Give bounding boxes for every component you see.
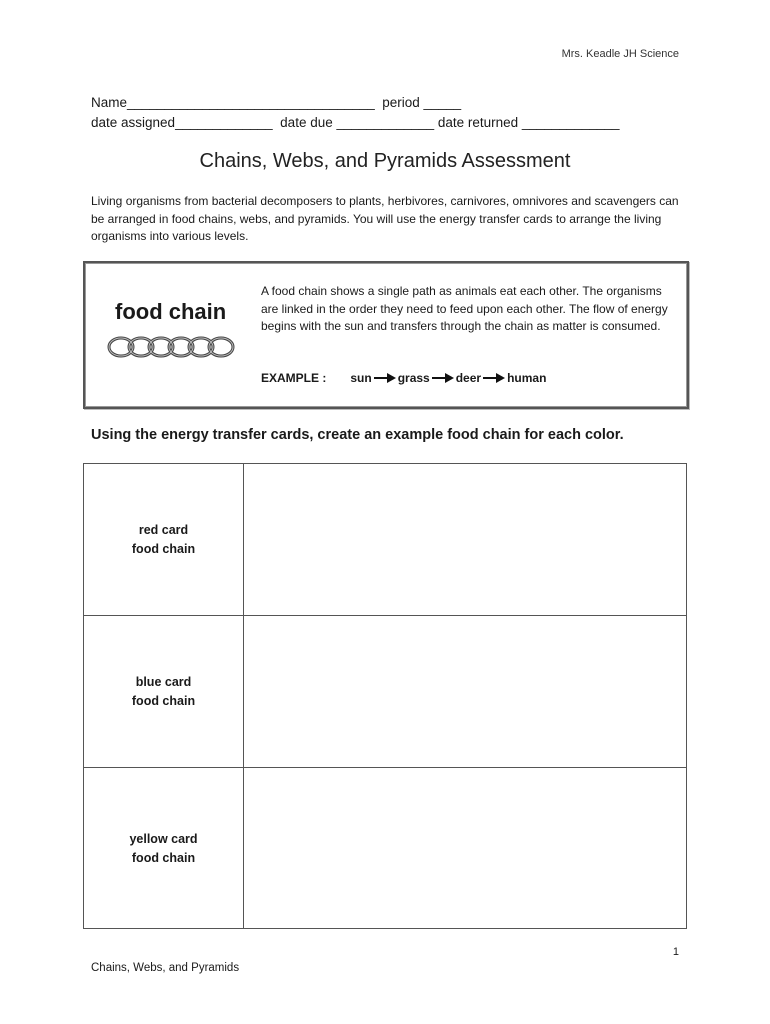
example-item-grass: grass (397, 371, 430, 385)
example-row (261, 371, 546, 385)
name-period-line: Name_________________________________ period _____ (91, 95, 462, 110)
food-chain-table (83, 463, 687, 929)
example-item-human: human (507, 371, 547, 385)
card-label-line2: food chain (131, 694, 196, 708)
definition-box (83, 261, 689, 409)
intro-paragraph: Living organisms from bacterial decomposers to plants, herbivores, carnivores, omnivores and scavengers can be arranged in food chains, webs, and pyramids. You will use the energy transfer cards to arrange the living organisms into various levels. (91, 194, 679, 243)
blue-card-label-cell (84, 616, 244, 768)
table-row (84, 464, 687, 616)
card-label-line2: food chain (131, 851, 196, 865)
red-card-label-cell (84, 464, 244, 616)
page-title: Chains, Webs, and Pyramids Assessment (199, 150, 571, 172)
arrow-right-icon (374, 373, 396, 383)
definition-term: food chain (115, 299, 227, 324)
definition-text: A food chain shows a single path as animals eat each other. The organisms are linked in the order they need to feed upon each other. The flow of energy begins with the sun and transfers through the chain as matter is consumed. (261, 284, 668, 333)
card-label-line1: yellow card (129, 832, 198, 846)
header-teacher: Mrs. Keadle JH Science (561, 48, 679, 60)
card-label-line2: food chain (131, 542, 196, 556)
red-card-answer-cell[interactable] (244, 464, 687, 616)
card-label-line1: red card (138, 523, 189, 537)
page-number: 1 (672, 946, 679, 958)
example-label: EXAMPLE : (261, 371, 327, 385)
card-label-line1: blue card (135, 675, 192, 689)
example-item-deer: deer (455, 371, 482, 385)
arrow-right-icon (432, 373, 454, 383)
instruction-heading: Using the energy transfer cards, create an example food chain for each color. (91, 427, 624, 443)
blue-card-answer-cell[interactable] (244, 616, 687, 768)
table-row (84, 616, 687, 768)
dates-line: date assigned_____________ date due _____________ date returned _____________ (91, 115, 620, 130)
chain-links-icon (107, 333, 237, 361)
example-item-sun: sun (350, 371, 372, 385)
arrow-right-icon (483, 373, 505, 383)
yellow-card-answer-cell[interactable] (244, 768, 687, 929)
table-row (84, 768, 687, 929)
yellow-card-label-cell (84, 768, 244, 929)
footer-title: Chains, Webs, and Pyramids (91, 962, 240, 974)
